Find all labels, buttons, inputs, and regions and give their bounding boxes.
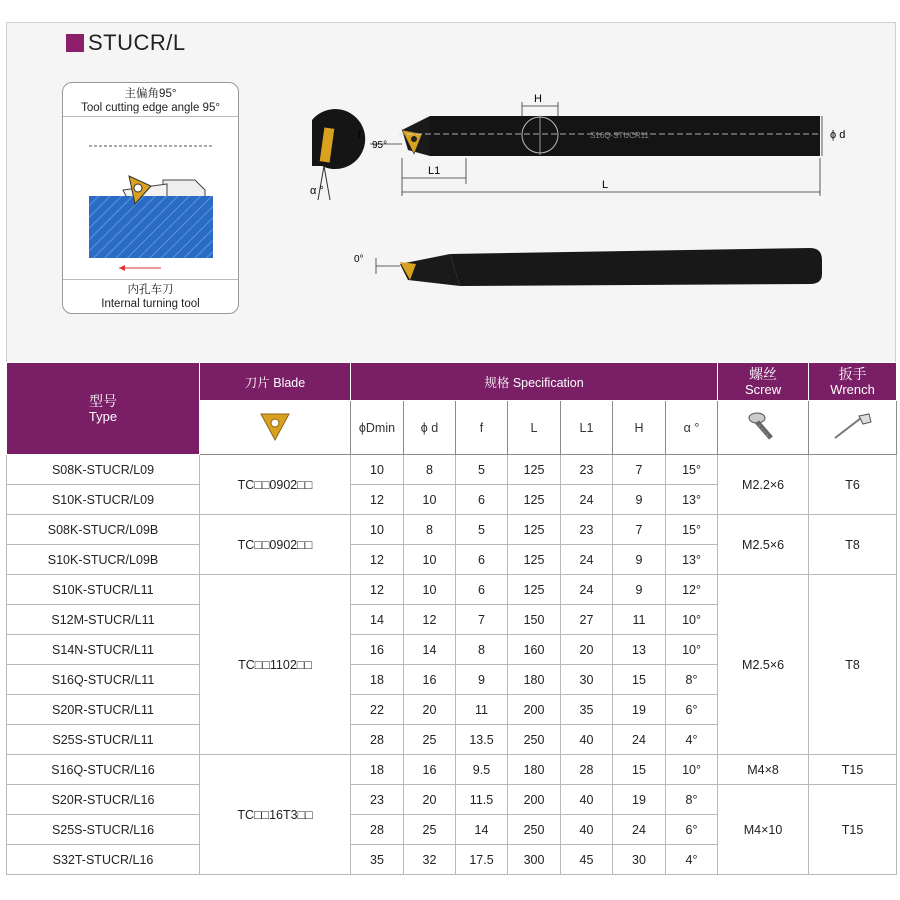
spec-cell: 9 (613, 575, 666, 605)
alpha-label: α ° (310, 185, 324, 197)
spec-cell: 125 (508, 545, 561, 575)
type-cell: S10K-STUCR/L11 (7, 575, 200, 605)
spec-cell: 23 (561, 455, 613, 485)
table-row (7, 455, 897, 485)
table-row (7, 785, 897, 815)
spec-cell: 13° (666, 545, 718, 575)
spec-cell: 8° (666, 665, 718, 695)
spec-cell: 19 (613, 695, 666, 725)
spec-cell: 9 (613, 545, 666, 575)
screw-header (718, 363, 809, 401)
tool-caption-en: Internal turning tool (101, 298, 200, 310)
spec-cell: 4° (666, 845, 718, 875)
h-label: H (534, 93, 542, 105)
spec-cell: 28 (351, 725, 404, 755)
spec-cell: 8° (666, 785, 718, 815)
spec-cell: 20 (404, 785, 456, 815)
spec-cell: 7 (613, 515, 666, 545)
spec-cell: 16 (351, 635, 404, 665)
spec-cell: 11 (456, 695, 508, 725)
l-label: L (602, 179, 609, 191)
col-l: L (508, 401, 561, 455)
type-header-en: Type (88, 409, 118, 424)
spec-cell: 250 (508, 815, 561, 845)
type-cell: S14N-STUCR/L11 (7, 635, 200, 665)
type-cell: S08K-STUCR/L09 (7, 455, 200, 485)
col-l1: L1 (561, 401, 613, 455)
spec-cell: 24 (561, 545, 613, 575)
spec-cell: 22 (351, 695, 404, 725)
spec-cell: 125 (508, 575, 561, 605)
table-row (7, 575, 897, 605)
wrench-cell: T8 (809, 515, 897, 575)
spec-cell: 300 (508, 845, 561, 875)
spec-cell: 19 (613, 785, 666, 815)
col-dmin: ϕDmin (351, 401, 404, 455)
wrench-cell: T15 (809, 785, 897, 875)
spec-cell: 40 (561, 725, 613, 755)
spec-cell: 14 (456, 815, 508, 845)
spec-cell: 13° (666, 485, 718, 515)
spec-cell: 11.5 (456, 785, 508, 815)
spec-cell: 30 (561, 665, 613, 695)
spec-cell: 15° (666, 455, 718, 485)
spec-cell: 125 (508, 515, 561, 545)
spec-cell: 14 (351, 605, 404, 635)
spec-table-body (7, 455, 897, 875)
spec-cell: 6° (666, 695, 718, 725)
spec-cell: 10 (351, 455, 404, 485)
spec-cell: 14 (404, 635, 456, 665)
screw-header-cn: 螺丝 (749, 366, 778, 382)
table-row (7, 515, 897, 545)
col-f: f (456, 401, 508, 455)
spec-cell: 13.5 (456, 725, 508, 755)
spec-cell: 24 (613, 725, 666, 755)
spec-cell: 10° (666, 605, 718, 635)
spec-cell: 12 (404, 605, 456, 635)
blade-cell: TC□□0902□□ (200, 455, 351, 515)
spec-cell: 23 (561, 515, 613, 545)
spec-cell: 24 (561, 485, 613, 515)
spec-cell: 10 (404, 545, 456, 575)
spec-cell: 200 (508, 785, 561, 815)
screw-cell: M2.2×6 (718, 455, 809, 515)
col-alpha: α ° (666, 401, 718, 455)
f-label: f (358, 130, 361, 141)
type-cell: S10K-STUCR/L09B (7, 545, 200, 575)
spec-cell: 13 (613, 635, 666, 665)
spec-cell: 200 (508, 695, 561, 725)
spec-cell: 4° (666, 725, 718, 755)
spec-cell: 12 (351, 485, 404, 515)
spec-cell: 150 (508, 605, 561, 635)
wrench-header-cn: 扳手 (838, 366, 867, 382)
spec-cell: 10° (666, 635, 718, 665)
angle-caption-cn: 主偏角95° (124, 88, 177, 100)
type-cell: S10K-STUCR/L09 (7, 485, 200, 515)
spec-cell: 125 (508, 485, 561, 515)
wrench-icon (831, 408, 875, 444)
spec-cell: 24 (613, 815, 666, 845)
wrench-cell: T15 (809, 755, 897, 785)
spec-cell: 35 (351, 845, 404, 875)
spec-cell: 32 (404, 845, 456, 875)
spec-cell: 8 (404, 515, 456, 545)
blade-cell: TC□□1102□□ (200, 575, 351, 755)
type-cell: S08K-STUCR/L09B (7, 515, 200, 545)
spec-cell: 12° (666, 575, 718, 605)
spec-cell: 20 (404, 695, 456, 725)
spec-cell: 17.5 (456, 845, 508, 875)
spec-header: 规格 Specification (351, 363, 718, 401)
table-row (7, 755, 897, 785)
spec-cell: 8 (404, 455, 456, 485)
perspective-view (354, 248, 822, 286)
spec-cell: 18 (351, 755, 404, 785)
tool-caption-cn: 内孔车刀 (127, 284, 174, 296)
screw-header-en: Screw (745, 382, 782, 397)
triangle-insert-icon (255, 406, 295, 446)
tool-caption (63, 279, 238, 313)
col-h: H (613, 401, 666, 455)
wrench-cell: T6 (809, 455, 897, 515)
spec-cell: 40 (561, 785, 613, 815)
type-cell: S25S-STUCR/L16 (7, 815, 200, 845)
angle-caption-en: Tool cutting edge angle 95° (81, 102, 220, 114)
spec-cell: 30 (613, 845, 666, 875)
boring-illustration-icon (63, 118, 238, 280)
angle-label: 95° (372, 140, 388, 151)
blade-header: 刀片 Blade (200, 363, 351, 401)
side-view (358, 93, 845, 196)
angle-caption (63, 83, 238, 117)
spec-cell: 5 (456, 515, 508, 545)
wrench-cell: T8 (809, 575, 897, 755)
type-cell: S16Q-STUCR/L16 (7, 755, 200, 785)
type-cell: S25S-STUCR/L11 (7, 725, 200, 755)
spec-cell: 45 (561, 845, 613, 875)
d-label: ϕ d (830, 129, 846, 141)
blade-cell: TC□□16T3□□ (200, 755, 351, 875)
engraving-text: S16Q-STUCR11 (590, 131, 649, 140)
spec-cell: 10° (666, 755, 718, 785)
type-cell: S32T-STUCR/L16 (7, 845, 200, 875)
spec-cell: 27 (561, 605, 613, 635)
spec-cell: 10 (404, 575, 456, 605)
spec-cell: 180 (508, 665, 561, 695)
spec-cell: 6° (666, 815, 718, 845)
spec-cell: 7 (613, 455, 666, 485)
spec-cell: 25 (404, 815, 456, 845)
spec-cell: 20 (561, 635, 613, 665)
spec-cell: 9.5 (456, 755, 508, 785)
spec-cell: 25 (404, 725, 456, 755)
wrench-icon-cell (809, 401, 897, 455)
spec-cell: 28 (561, 755, 613, 785)
spec-cell: 16 (404, 755, 456, 785)
spec-cell: 18 (351, 665, 404, 695)
spec-cell: 250 (508, 725, 561, 755)
spec-cell: 5 (456, 455, 508, 485)
spec-cell: 16 (404, 665, 456, 695)
spec-cell: 35 (561, 695, 613, 725)
zero-angle-label: 0° (354, 254, 364, 265)
spec-cell: 15° (666, 515, 718, 545)
col-d: ϕ d (404, 401, 456, 455)
spec-table (6, 362, 897, 875)
wrench-header (809, 363, 897, 401)
spec-cell: 9 (456, 665, 508, 695)
type-cell: S20R-STUCR/L11 (7, 695, 200, 725)
angle-info-box (62, 82, 239, 314)
spec-cell: 24 (561, 575, 613, 605)
screw-icon (745, 408, 781, 444)
spec-cell: 8 (456, 635, 508, 665)
spec-cell: 160 (508, 635, 561, 665)
screw-cell: M4×10 (718, 785, 809, 875)
spec-cell: 6 (456, 545, 508, 575)
spec-cell: 23 (351, 785, 404, 815)
spec-cell: 180 (508, 755, 561, 785)
spec-cell: 9 (613, 485, 666, 515)
spec-cell: 11 (613, 605, 666, 635)
blade-cell: TC□□0902□□ (200, 515, 351, 575)
spec-cell: 10 (351, 515, 404, 545)
end-view (310, 109, 365, 200)
screw-cell: M2.5×6 (718, 515, 809, 575)
type-cell: S20R-STUCR/L16 (7, 785, 200, 815)
spec-cell: 12 (351, 545, 404, 575)
spec-cell: 7 (456, 605, 508, 635)
type-header (7, 363, 200, 455)
title-square-icon (66, 34, 84, 52)
screw-icon-cell (718, 401, 809, 455)
spec-cell: 6 (456, 575, 508, 605)
spec-cell: 12 (351, 575, 404, 605)
type-cell: S12M-STUCR/L11 (7, 605, 200, 635)
spec-cell: 15 (613, 665, 666, 695)
title-text: STUCR/L (88, 30, 186, 55)
screw-cell: M2.5×6 (718, 575, 809, 755)
spec-cell: 15 (613, 755, 666, 785)
type-cell: S16Q-STUCR/L11 (7, 665, 200, 695)
spec-cell: 10 (404, 485, 456, 515)
tool-drawing (290, 88, 850, 298)
l1-label: L1 (428, 165, 441, 177)
screw-cell: M4×8 (718, 755, 809, 785)
page-title (66, 30, 186, 56)
spec-cell: 125 (508, 455, 561, 485)
spec-cell: 40 (561, 815, 613, 845)
type-header-cn: 型号 (89, 393, 117, 409)
wrench-header-en: Wrench (830, 382, 875, 397)
spec-cell: 28 (351, 815, 404, 845)
spec-cell: 6 (456, 485, 508, 515)
blade-insert-cell (200, 401, 351, 455)
